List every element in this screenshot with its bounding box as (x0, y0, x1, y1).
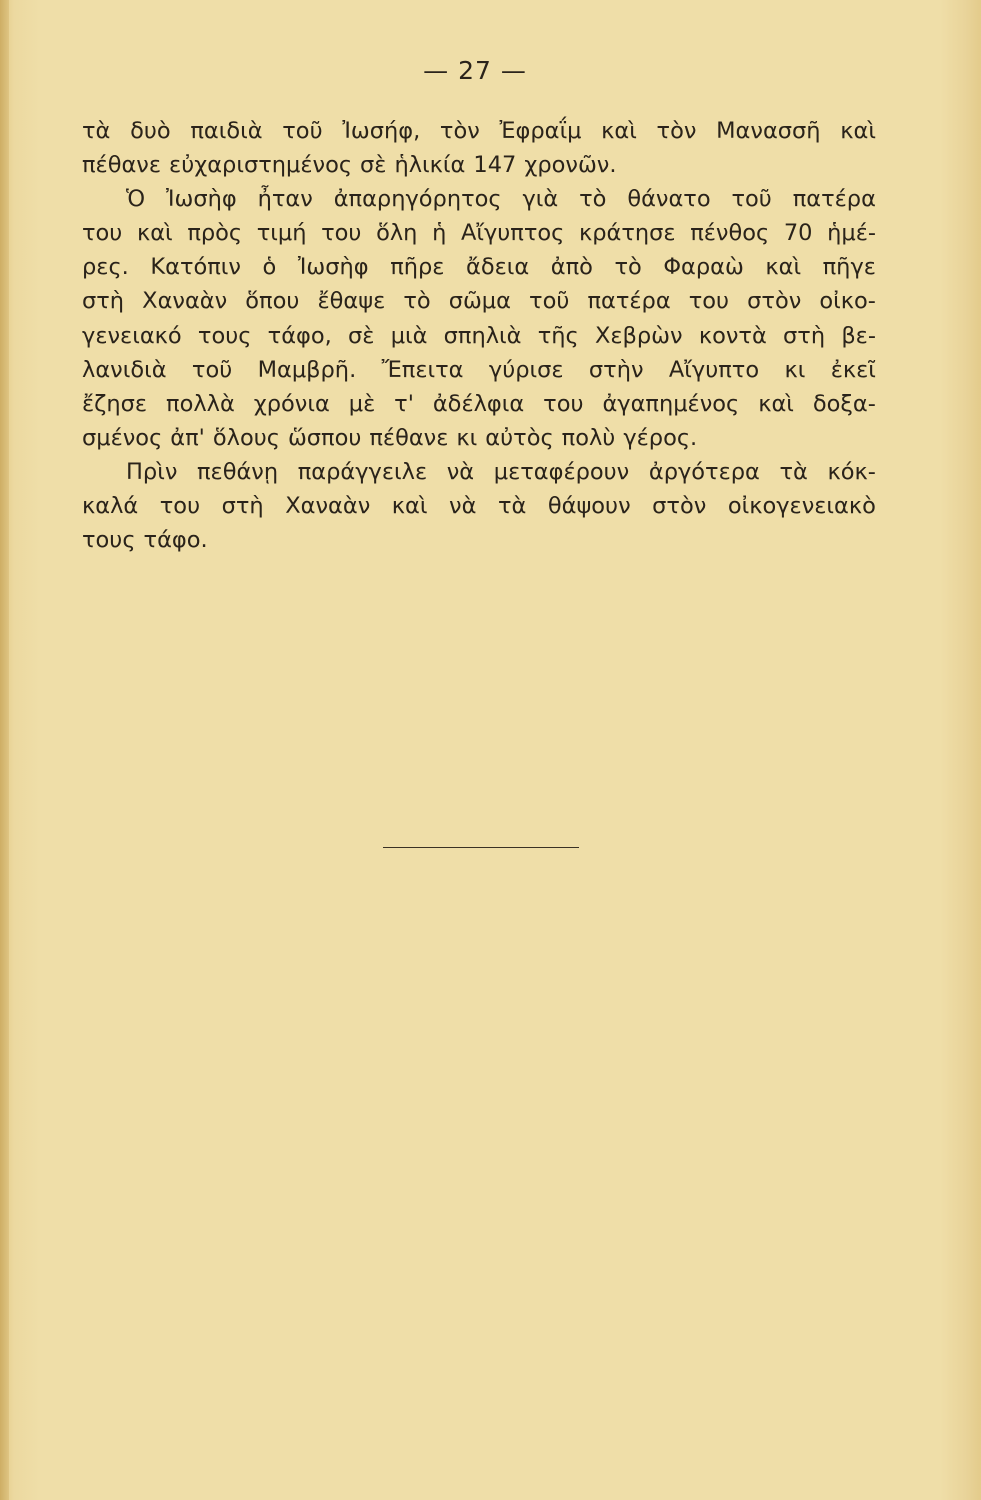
word: Χεβρὼν (594, 322, 683, 349)
word: Κατόπιν (150, 254, 241, 281)
word: δοξα- (812, 390, 876, 417)
word: παιδιὰ (190, 118, 263, 144)
word: ἡλικία (394, 152, 466, 179)
word: στὴ (221, 493, 264, 520)
word: χρόνια (253, 390, 330, 417)
word: Ἐφραΐμ (499, 118, 582, 144)
word: εὐχαριστημένος (169, 152, 353, 179)
word: ἀπαρηγόρητος (333, 186, 502, 213)
word: σῶμα (448, 288, 511, 315)
word: νὰ (446, 458, 475, 485)
word: τοῦ (731, 186, 772, 213)
paragraph (82, 182, 876, 455)
word: Φαραὼ (663, 254, 744, 281)
word: Ἔπειτα (381, 356, 464, 383)
word: νὰ (449, 493, 477, 520)
text-line (82, 114, 876, 148)
word: Αἴγυπτο (668, 356, 760, 383)
word: καὶ (758, 390, 794, 417)
word: Χαναὰν (142, 288, 228, 315)
word: τ' (394, 390, 414, 417)
word: χρονῶν. (524, 152, 617, 179)
word: κοντὰ (698, 322, 767, 349)
word: τὸ (403, 288, 431, 315)
word: Πρὶν (126, 458, 178, 485)
word: ἀδέλφια (432, 390, 525, 417)
end-rule (383, 847, 579, 848)
word: τὸν (439, 118, 480, 144)
word: του (688, 288, 730, 315)
word: πατέρα (587, 288, 671, 315)
word: κόκ- (827, 458, 876, 485)
word: του (82, 220, 123, 247)
word: ἀγαπημένος (602, 390, 740, 417)
word: τους (197, 322, 252, 349)
word: τὸ (579, 186, 607, 213)
word: Αἴγυπτος (460, 220, 565, 247)
word: πένθος (690, 220, 770, 247)
word: ὅλη (376, 220, 418, 247)
text-line (82, 421, 876, 455)
word: 70 (783, 220, 813, 247)
word: τῆς (537, 322, 579, 349)
text-line (82, 182, 876, 216)
body-text (82, 114, 876, 557)
word: στὴ (82, 288, 125, 315)
text-line (82, 387, 876, 421)
text-line (82, 319, 876, 353)
word: ἀργότερα (648, 458, 760, 485)
word: καὶ (601, 118, 637, 144)
word: καὶ (765, 254, 802, 281)
word: ἡ (432, 220, 447, 247)
word: τὸν (656, 118, 697, 144)
word: ἔθαψε (317, 288, 386, 315)
text-line (82, 353, 876, 387)
word: τάφο. (143, 527, 208, 554)
word: στὴ (783, 322, 826, 349)
word: μὲ (348, 390, 376, 417)
word: πεθάνῃ (197, 458, 279, 485)
word: τὰ (497, 493, 527, 520)
word: γιὰ (522, 186, 559, 213)
text-line (82, 455, 876, 489)
word: Χαναὰν (285, 493, 371, 520)
word: στὸν (747, 288, 802, 315)
word: αὐτὸς (485, 424, 554, 451)
word: κι (456, 424, 478, 451)
word: τὸ (614, 254, 642, 281)
text-line (82, 523, 876, 557)
word: ὁ (262, 254, 277, 281)
word: θάνατο (627, 186, 711, 213)
word: Μαμβρῆ. (257, 356, 357, 383)
word: μεταφέρουν (493, 458, 630, 485)
text-line (82, 284, 876, 318)
word: ὅπου (245, 288, 300, 315)
word: κι (784, 356, 806, 383)
word: τιμή (256, 220, 307, 247)
word: παράγγειλε (297, 458, 428, 485)
word: καὶ (840, 118, 876, 144)
word: ἡμέ- (827, 220, 876, 247)
word: καὶ (136, 220, 173, 247)
word: καὶ (391, 493, 428, 520)
word: ἦταν (257, 186, 313, 213)
word: ἀπ' (170, 424, 205, 451)
word: ἐκεῖ (830, 356, 876, 383)
word: σὲ (360, 152, 387, 179)
word: κράτησε (578, 220, 676, 247)
word: λανιδιὰ (82, 356, 167, 383)
word: στὸν (652, 493, 707, 520)
paragraph (82, 114, 876, 182)
word: ἔζησε (82, 390, 148, 417)
word: τὰ (82, 118, 111, 144)
text-line (82, 216, 876, 250)
text-line (82, 148, 876, 182)
word: ὅλους (212, 424, 280, 451)
word: πολὺ (561, 424, 616, 451)
text-line (82, 489, 876, 523)
word: μιὰ (390, 322, 428, 349)
word: του (543, 390, 584, 417)
word: του (321, 220, 362, 247)
word: του (159, 493, 201, 520)
word: ρες. (82, 254, 129, 281)
word: γενειακό (82, 322, 182, 349)
word: καλά (82, 493, 139, 520)
page-binding-edge (0, 0, 9, 1500)
word: ὥσπου (287, 424, 362, 451)
word: πρὸς (187, 220, 243, 247)
word: 147 (473, 152, 517, 179)
word: Ὁ (126, 186, 146, 213)
word: δυὸ (130, 118, 171, 144)
word: ἀπὸ (550, 254, 593, 281)
word: Ἰωσήφ, (342, 118, 421, 144)
word: Ἰωσὴφ (165, 186, 237, 213)
word: τοῦ (529, 288, 570, 315)
word: θάψουν (547, 493, 631, 520)
word: τοῦ (191, 356, 233, 383)
word: πατέρα (792, 186, 876, 213)
word: γύρισε (488, 356, 564, 383)
word: σπηλιὰ (443, 322, 522, 349)
word: πέθανε (82, 152, 162, 179)
word: οἰκογενειακὸ (727, 493, 876, 520)
word: πῆγε (822, 254, 876, 281)
word: πῆρε (390, 254, 445, 281)
word: Μανασσῆ (716, 118, 821, 144)
text-line (82, 250, 876, 284)
word: Ἰωσὴφ (297, 254, 369, 281)
page-number: — 27 — (423, 56, 527, 85)
word: ἄδεια (466, 254, 530, 281)
word: σμένος (82, 424, 163, 451)
word: στὴν (588, 356, 644, 383)
word: πολλὰ (166, 390, 235, 417)
word: τὰ (779, 458, 808, 485)
word: οἰκο- (819, 288, 876, 315)
word: βε- (841, 322, 876, 349)
word: τάφο, (267, 322, 332, 349)
word: τους (82, 527, 136, 554)
paragraph (82, 455, 876, 557)
word: τοῦ (282, 118, 323, 144)
word: σὲ (348, 322, 375, 349)
word: γέρος. (623, 424, 698, 451)
word: πέθανε (369, 424, 449, 451)
